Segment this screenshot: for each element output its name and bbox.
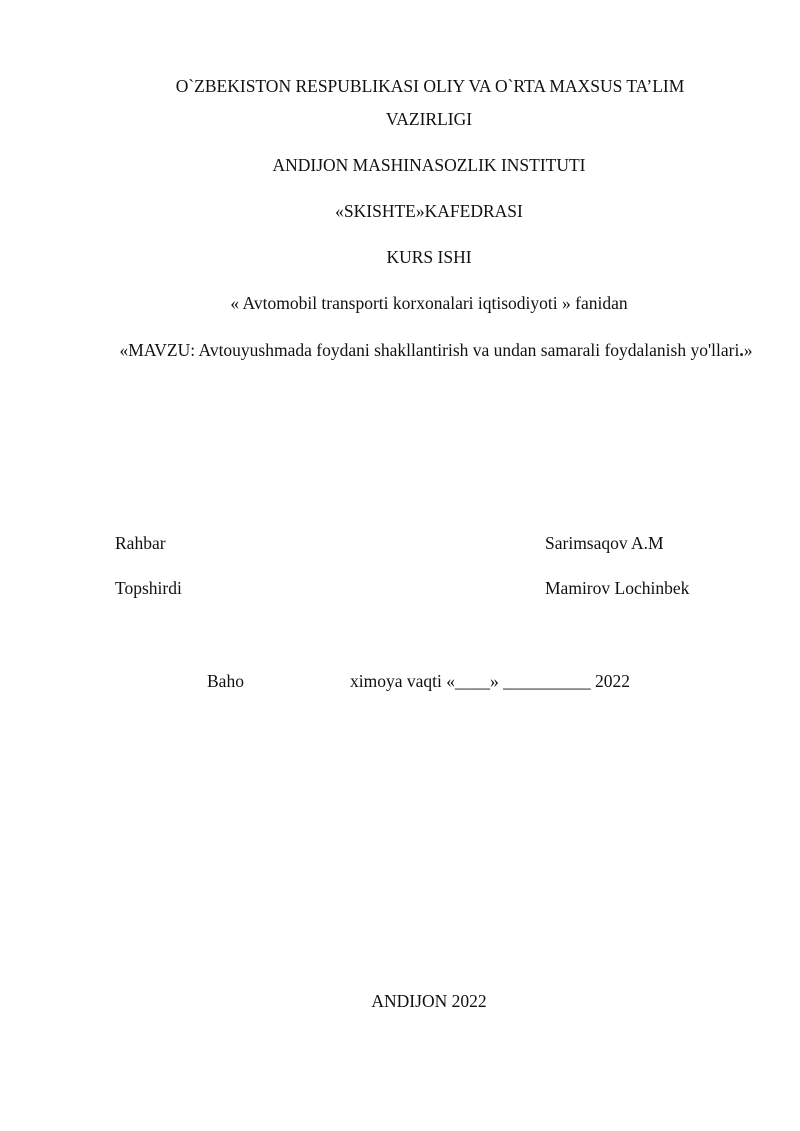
- ministry-title-line2: VAZIRLIGI: [385, 109, 473, 129]
- topic-end-dot: .: [739, 340, 744, 360]
- institute-name: ANDIJON MASHINASOZLIK INSTITUTI: [272, 155, 586, 175]
- grade-label: Baho: [207, 671, 244, 691]
- submitter-name: Mamirov Lochinbek: [545, 578, 690, 598]
- topic-title: [100, 339, 772, 361]
- topic-end-quote: »: [743, 340, 753, 360]
- submitter-label: Topshirdi: [115, 578, 182, 598]
- defense-time-line: ximoya vaqti «____» __________ 2022: [350, 671, 630, 691]
- supervisor-label: Rahbar: [115, 533, 166, 553]
- department-name: «SKISHTE»KAFEDRASI: [335, 201, 523, 221]
- subject-line: « Avtomobil transporti korxonalari iqtisodiyoti » fanidan: [230, 293, 628, 313]
- document-type: KURS ISHI: [386, 247, 472, 267]
- topic-text: «MAVZU: Avtouyushmada foydani shakllantirish va undan samarali foydalanish yo'llari: [119, 340, 740, 360]
- supervisor-name: Sarimsaqov A.M: [545, 533, 664, 553]
- footer-city-year: ANDIJON 2022: [371, 991, 487, 1011]
- ministry-title-line1: O`ZBEKISTON RESPUBLIKASI OLIY VA O`RTA MAXSUS TA’LIM: [175, 76, 685, 96]
